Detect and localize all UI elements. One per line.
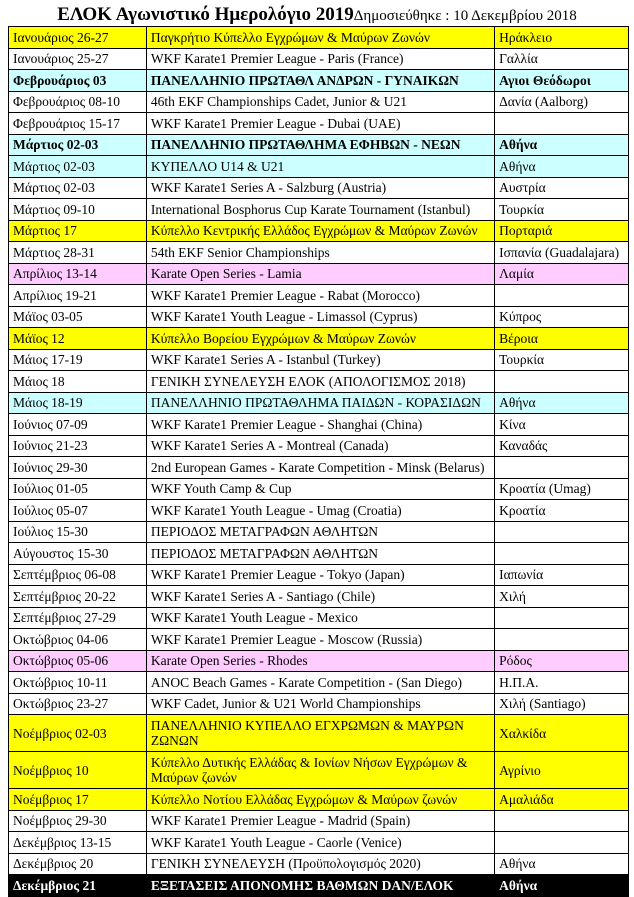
calendar-row (9, 478, 629, 500)
event-date: Μάρτιος 28-31 (9, 242, 147, 264)
event-date: Ιανουάριος 25-27 (9, 48, 147, 70)
event-name: WKF Karate1 Series A - Santiago (Chile) (146, 586, 494, 608)
event-date: Οκτώβριος 23-27 (9, 693, 147, 715)
event-date: Νοέμβριος 10 (9, 752, 147, 789)
event-location: Αμαλιάδα (495, 789, 629, 811)
event-date: Μάιος 17-19 (9, 349, 147, 371)
calendar-row (9, 27, 629, 49)
event-date: Ιούνιος 07-09 (9, 414, 147, 436)
event-name: International Bosphorus Cup Karate Tournament (Istanbul) (146, 199, 494, 221)
event-location: Πορταριά (495, 220, 629, 242)
event-location: Αθήνα (495, 392, 629, 414)
event-date: Φεβρουάριος 15-17 (9, 113, 147, 135)
event-date: Ιούλιος 15-30 (9, 521, 147, 543)
event-name: WKF Cadet, Junior & U21 World Championships (146, 693, 494, 715)
event-date: Φεβρουάριος 03 (9, 70, 147, 92)
event-location (495, 113, 629, 135)
event-name: 54th EKF Senior Championships (146, 242, 494, 264)
event-name: WKF Karate1 Premier League - Madrid (Spain) (146, 810, 494, 832)
event-date: Νοέμβριος 02-03 (9, 715, 147, 752)
calendar-row (9, 134, 629, 156)
event-location: Κροατία (Umag) (495, 478, 629, 500)
event-date: Σεπτέμβριος 20-22 (9, 586, 147, 608)
calendar-row (9, 91, 629, 113)
calendar-row (9, 306, 629, 328)
calendar-row (9, 263, 629, 285)
event-location: Κίνα (495, 414, 629, 436)
calendar-row (9, 371, 629, 393)
calendar-title: ΕΛΟΚ Αγωνιστικό Ημερολόγιο 2019 (57, 4, 354, 25)
published-date: Δημοσιεύθηκε : 10 Δεκεμβρίου 2018 (353, 8, 577, 24)
event-date: Σεπτέμβριος 06-08 (9, 564, 147, 586)
calendar-row (9, 564, 629, 586)
event-location: Χιλή (495, 586, 629, 608)
event-date: Οκτώβριος 04-06 (9, 629, 147, 651)
calendar-row (9, 521, 629, 543)
event-name: WKF Karate1 Premier League - Paris (France) (146, 48, 494, 70)
calendar-row (9, 435, 629, 457)
calendar-row (9, 328, 629, 350)
event-name: WKF Karate1 Series A - Montreal (Canada) (146, 435, 494, 457)
event-location (495, 543, 629, 565)
event-name: Κύπελλο Δυτικής Ελλάδας & Ιονίων Νήσων Εγχρώμων & Μαύρων ζωνών (146, 752, 494, 789)
event-date: Ιούνιος 21-23 (9, 435, 147, 457)
event-location: Βέροια (495, 328, 629, 350)
event-name: WKF Karate1 Premier League - Rabat (Morocco) (146, 285, 494, 307)
document-title (0, 4, 634, 26)
event-name: WKF Karate1 Youth League - Limassol (Cyprus) (146, 306, 494, 328)
event-location: Κροατία (495, 500, 629, 522)
calendar-body (9, 27, 629, 897)
calendar-row (9, 349, 629, 371)
event-name: ΠΑΝΕΛΛΗΝΙΟ ΠΡΩΤΑΘΛΗΜΑ ΠΑΙΔΩΝ - ΚΟΡΑΣΙΔΩΝ (146, 392, 494, 414)
event-name: WKF Youth Camp & Cup (146, 478, 494, 500)
event-date: Σεπτέμβριος 27-29 (9, 607, 147, 629)
event-location: Καναδάς (495, 435, 629, 457)
event-location: Κύπρος (495, 306, 629, 328)
event-date: Μάρτιος 09-10 (9, 199, 147, 221)
event-location (495, 629, 629, 651)
calendar-row (9, 500, 629, 522)
event-name: ΠΑΝΕΛΛΗΝΙΟ ΚΥΠΕΛΛΟ ΕΓΧΡΩΜΩΝ & ΜΑΥΡΩΝ ΖΩΝΩΝ (146, 715, 494, 752)
event-location: Ιαπωνία (495, 564, 629, 586)
calendar-row (9, 242, 629, 264)
calendar-row (9, 715, 629, 752)
event-location: Δανία (Aalborg) (495, 91, 629, 113)
event-date: Ιανουάριος 26-27 (9, 27, 147, 49)
calendar-row (9, 113, 629, 135)
event-location: Ρόδος (495, 650, 629, 672)
event-location: Τουρκία (495, 349, 629, 371)
event-location: Αυστρία (495, 177, 629, 199)
calendar-row (9, 392, 629, 414)
event-date: Μάρτιος 02-03 (9, 156, 147, 178)
event-name: WKF Karate1 Premier League - Tokyo (Japan) (146, 564, 494, 586)
calendar-row (9, 629, 629, 651)
calendar-row (9, 199, 629, 221)
event-date: Δεκέμβριος 20 (9, 853, 147, 875)
event-name: WKF Karate1 Premier League - Dubai (UAE) (146, 113, 494, 135)
calendar-row (9, 607, 629, 629)
event-location (495, 607, 629, 629)
calendar-row (9, 853, 629, 875)
event-date: Ιούλιος 05-07 (9, 500, 147, 522)
calendar-row (9, 789, 629, 811)
event-location: Αθήνα (495, 134, 629, 156)
event-name: WKF Karate1 Series A - Salzburg (Austria) (146, 177, 494, 199)
event-name: Κύπελλο Κεντρικής Ελλάδος Εγχρώμων & Μαύρων Ζωνών (146, 220, 494, 242)
event-date: Ιούνιος 29-30 (9, 457, 147, 479)
event-location: Τουρκία (495, 199, 629, 221)
event-name: ΓΕΝΙΚΗ ΣΥΝΕΛΕΥΣΗ ΕΛΟΚ (ΑΠΟΛΟΓΙΣΜΟΣ 2018) (146, 371, 494, 393)
calendar-row (9, 543, 629, 565)
event-location: Η.Π.Α. (495, 672, 629, 694)
event-date: Μάϊος 12 (9, 328, 147, 350)
event-name: WKF Karate1 Premier League - Moscow (Russia) (146, 629, 494, 651)
event-location: Ισπανία (Guadalajara) (495, 242, 629, 264)
event-location: Αθήνα (495, 156, 629, 178)
event-name: ΓΕΝΙΚΗ ΣΥΝΕΛΕΥΣΗ (Προϋπολογισμός 2020) (146, 853, 494, 875)
event-date: Μάιος 18-19 (9, 392, 147, 414)
calendar-row (9, 875, 629, 897)
calendar-row (9, 414, 629, 436)
event-name: Κύπελλο Νοτίου Ελλάδας Εγχρώμων & Μαύρων ζωνών (146, 789, 494, 811)
event-date: Νοέμβριος 29-30 (9, 810, 147, 832)
event-name: 46th EKF Championships Cadet, Junior & U21 (146, 91, 494, 113)
event-location (495, 457, 629, 479)
event-name: ΚΥΠΕΛΛΟ U14 & U21 (146, 156, 494, 178)
event-date: Οκτώβριος 10-11 (9, 672, 147, 694)
event-location: Ηράκλειο (495, 27, 629, 49)
event-date: Απρίλιος 13-14 (9, 263, 147, 285)
event-location: Αγρίνιο (495, 752, 629, 789)
event-name: WKF Karate1 Youth League - Mexico (146, 607, 494, 629)
event-name: ΠΕΡΙΟΔΟΣ ΜΕΤΑΓΡΑΦΩΝ ΑΘΛΗΤΩΝ (146, 543, 494, 565)
event-date: Φεβρουάριος 08-10 (9, 91, 147, 113)
event-location (495, 285, 629, 307)
calendar-row (9, 672, 629, 694)
event-location (495, 810, 629, 832)
event-name: ΠΕΡΙΟΔΟΣ ΜΕΤΑΓΡΑΦΩΝ ΑΘΛΗΤΩΝ (146, 521, 494, 543)
event-name: Karate Open Series - Lamia (146, 263, 494, 285)
event-date: Νοέμβριος 17 (9, 789, 147, 811)
event-location: Γαλλία (495, 48, 629, 70)
event-name: WKF Karate1 Premier League - Shanghai (China) (146, 414, 494, 436)
event-location: Χαλκίδα (495, 715, 629, 752)
calendar-row (9, 586, 629, 608)
event-name: WKF Karate1 Series A - Istanbul (Turkey) (146, 349, 494, 371)
event-date: Οκτώβριος 05-06 (9, 650, 147, 672)
event-date: Μάρτιος 02-03 (9, 177, 147, 199)
calendar-row (9, 457, 629, 479)
event-date: Δεκέμβριος 21 (9, 875, 147, 897)
event-location (495, 371, 629, 393)
calendar-row (9, 220, 629, 242)
event-date: Δεκέμβριος 13-15 (9, 832, 147, 854)
event-date: Απρίλιος 19-21 (9, 285, 147, 307)
event-name: Παγκρήτιο Κύπελλο Εγχρώμων & Μαύρων Ζωνών (146, 27, 494, 49)
event-location: Λαμία (495, 263, 629, 285)
calendar-row (9, 70, 629, 92)
calendar-row (9, 285, 629, 307)
event-location: Χιλή (Santiago) (495, 693, 629, 715)
event-location: Αγιοι Θεόδωροι (495, 70, 629, 92)
event-name: ANOC Beach Games - Karate Competition - (San Diego) (146, 672, 494, 694)
event-name: WKF Karate1 Youth League - Caorle (Venice) (146, 832, 494, 854)
event-name: WKF Karate1 Youth League - Umag (Croatia) (146, 500, 494, 522)
event-location: Αθήνα (495, 853, 629, 875)
calendar-row (9, 752, 629, 789)
calendar-row (9, 650, 629, 672)
event-date: Μάρτιος 17 (9, 220, 147, 242)
calendar-row (9, 810, 629, 832)
event-location: Αθήνα (495, 875, 629, 897)
calendar-table (8, 26, 629, 897)
calendar-row (9, 832, 629, 854)
event-location (495, 832, 629, 854)
calendar-row (9, 177, 629, 199)
calendar-row (9, 693, 629, 715)
event-name: Karate Open Series - Rhodes (146, 650, 494, 672)
event-date: Αύγουστος 15-30 (9, 543, 147, 565)
calendar-row (9, 156, 629, 178)
event-name: 2nd European Games - Karate Competition - Minsk (Belarus) (146, 457, 494, 479)
event-date: Ιούλιος 01-05 (9, 478, 147, 500)
event-name: ΠΑΝΕΛΛΗΝΙΟ ΠΡΩΤΑΘΛ ΑΝΔΡΩΝ - ΓΥΝΑΙΚΩΝ (146, 70, 494, 92)
event-date: Μάιος 18 (9, 371, 147, 393)
event-location (495, 521, 629, 543)
event-name: ΕΞΕΤΑΣΕΙΣ ΑΠΟΝΟΜΗΣ ΒΑΘΜΩΝ DAN/ΕΛΟΚ (146, 875, 494, 897)
event-date: Μάϊος 03-05 (9, 306, 147, 328)
event-name: Κύπελλο Βορείου Εγχρώμων & Μαύρων Ζωνών (146, 328, 494, 350)
calendar-row (9, 48, 629, 70)
event-date: Μάρτιος 02-03 (9, 134, 147, 156)
event-name: ΠΑΝΕΛΛΗΝΙΟ ΠΡΩΤΑΘΛΗΜΑ ΕΦΗΒΩΝ - ΝΕΩΝ (146, 134, 494, 156)
